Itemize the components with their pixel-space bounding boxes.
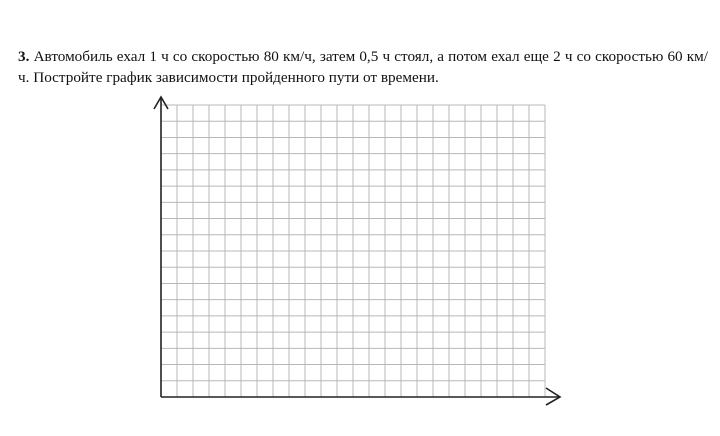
problem-text: Автомобиль ехал 1 ч со скоростью 80 км/ч, затем 0,5 ч стоял, а потом ехал еще 2 ч со скоростью 60 км/ч. Постройте график зависимости пройденного пути от времени. <box>18 48 708 86</box>
problem-number: 3. <box>18 48 30 65</box>
grid-lines <box>161 105 545 397</box>
